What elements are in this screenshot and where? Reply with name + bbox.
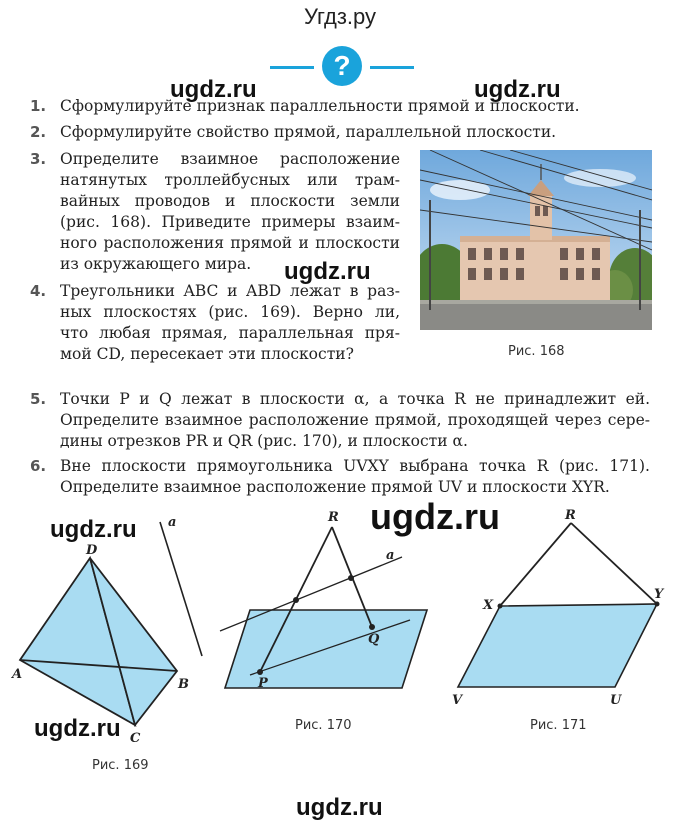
text-line: натянутых троллейбусных или трам- <box>60 171 400 189</box>
midpoint-pr <box>293 597 299 603</box>
text-line: дины отрезков PR и QR (рис. 170), и плоскости α. <box>60 432 468 450</box>
text-line: Вне плоскости прямоугольника UVXY выбрана точка R (рис. 171). <box>60 457 650 475</box>
site-title: Угдз.ру <box>303 4 377 29</box>
point-x <box>498 604 503 609</box>
question-2-text <box>60 122 620 143</box>
label-d: D <box>86 543 98 558</box>
question-icon: ? <box>322 46 362 86</box>
figure-169-caption: Рис. 169 <box>92 758 149 773</box>
question-number: 6. <box>30 457 47 475</box>
label-q: Q <box>368 632 380 647</box>
label-c: C <box>130 731 141 746</box>
trolleybus-wires-photo <box>420 150 652 330</box>
text-line: Определите взаимное расположение прямой UV и плоскости XYR. <box>60 478 610 496</box>
label-line-a: a <box>168 515 177 530</box>
figure-171-caption: Рис. 171 <box>530 718 587 733</box>
text-line: Точки P и Q лежат в плоскости α, а точка R не принадлежит ей. <box>60 390 650 408</box>
point-q <box>369 624 375 630</box>
label-a: a <box>386 548 395 563</box>
text-line: мой CD, пересекает эти плоскости? <box>60 345 354 363</box>
question-4-text <box>60 281 400 365</box>
question-number: 5. <box>30 390 47 408</box>
text-line: из окружающего мира. <box>60 255 252 273</box>
watermark: ugdz.ru <box>50 516 137 543</box>
text-line: (рис. 168). Приведите примеры взаим- <box>60 213 400 231</box>
header-line-left <box>270 66 314 69</box>
point-p <box>257 669 263 675</box>
label-p: P <box>258 676 268 691</box>
figure-170-caption: Рис. 170 <box>295 718 352 733</box>
question-1-text <box>60 96 620 117</box>
header-line-right <box>370 66 414 69</box>
text-line: Определите взаимное расположение <box>60 150 400 168</box>
edge-rx <box>500 523 571 606</box>
text-line: Сформулируйте свойство прямой, параллельной плоскости. <box>60 123 557 141</box>
figure-168-caption: Рис. 168 <box>508 344 565 359</box>
label-r: R <box>565 508 576 523</box>
watermark: ugdz.ru <box>284 258 371 285</box>
midpoint-qr <box>348 575 354 581</box>
watermark: ugdz.ru <box>370 496 500 537</box>
line-a <box>160 522 202 656</box>
question-number: 2. <box>30 123 47 141</box>
text-line: Определите взаимное расположение прямой, проходящей через сере- <box>60 411 650 429</box>
label-r: R <box>328 510 339 525</box>
figure-169-tetrahedron <box>0 510 220 750</box>
text-line: ного расположения прямой и плоскости <box>60 234 400 252</box>
watermark: ugdz.ru <box>34 715 121 742</box>
label-y: Y <box>654 587 664 602</box>
edge-ry <box>571 523 657 604</box>
question-number: 4. <box>30 282 47 300</box>
watermark: ugdz.ru <box>474 76 561 103</box>
question-number: 1. <box>30 97 47 115</box>
text-line: что любая прямая, параллельная пря- <box>60 324 400 342</box>
point-y <box>655 602 660 607</box>
label-a: A <box>12 667 23 682</box>
text-line: вайных проводов и плоскости земли <box>60 192 400 210</box>
watermark: ugdz.ru <box>170 76 257 103</box>
label-v: V <box>452 693 463 708</box>
figure-170-plane <box>210 505 440 705</box>
text-line: ных плоскостях (рис. 169). Верно ли, <box>60 303 400 321</box>
rectangle-uvxy <box>458 604 657 687</box>
text-line: Треугольники ABC и ABD лежат в раз- <box>60 282 400 300</box>
question-number: 3. <box>30 150 47 168</box>
question-5-text <box>60 389 650 452</box>
question-6-text <box>60 456 650 498</box>
question-3-text <box>60 149 400 275</box>
label-x: X <box>483 598 494 613</box>
label-b: B <box>178 677 189 692</box>
label-u: U <box>610 693 622 708</box>
figure-171-rectangle <box>440 505 680 715</box>
watermark: ugdz.ru <box>296 794 383 821</box>
text-line: Сформулируйте признак параллельности прямой и плоскости. <box>60 97 580 115</box>
